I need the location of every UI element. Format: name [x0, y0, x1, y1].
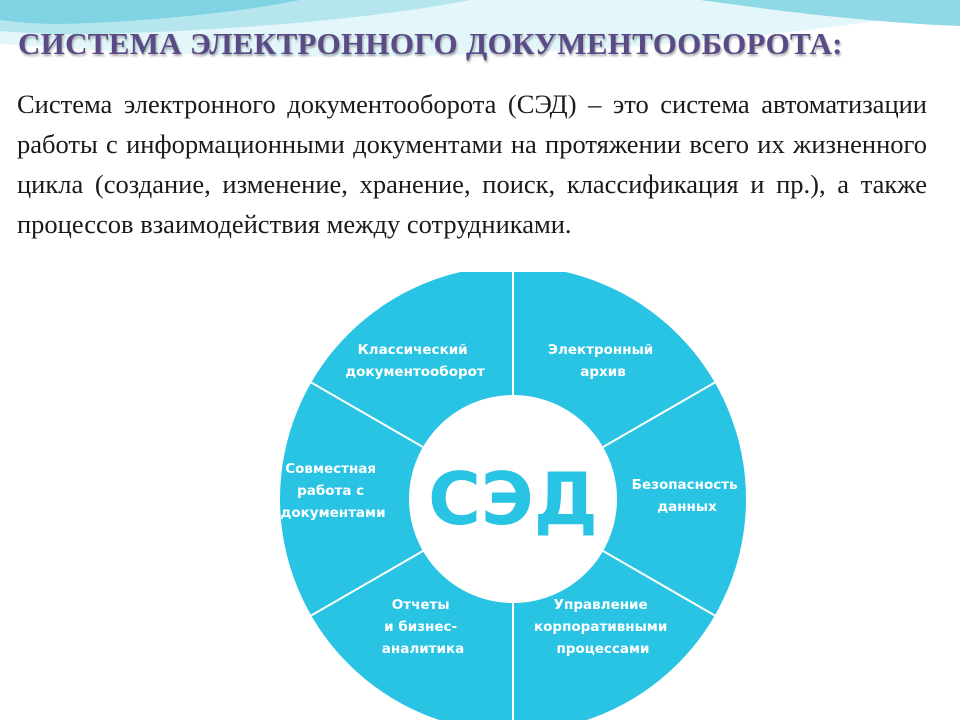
definition-paragraph: Система электронного документооборота (СЭД) – это система автоматизации работы с информационными документами на протяжении всего их жизненного цикла (создание, изменение, хранение, поиск, классификация и пр.), а также процессов взаимодействия между сотрудниками.	[17, 89, 927, 239]
segment-label-line: данных	[657, 499, 717, 515]
segment-label-line: и бизнес-	[384, 619, 458, 635]
segment-label-line: аналитика	[381, 641, 465, 657]
segment-label-line: Управление	[553, 597, 648, 613]
segment-label-line: Безопасность	[631, 477, 738, 493]
slide-title: СИСТЕМА ЭЛЕКТРОННОГО ДОКУМЕНТООБОРОТА:	[18, 26, 843, 61]
segment-label-line: работа с	[297, 483, 365, 499]
segment-label-line: корпоративными	[533, 619, 668, 635]
segment-label-reports-analytics	[382, 597, 464, 657]
segment-label-line: Совместная	[285, 461, 377, 477]
segment-label-line: документами	[280, 505, 386, 521]
segment-label-line: Отчеты	[391, 597, 450, 613]
segment-label-line: документооборот	[345, 364, 485, 380]
ring-diagram	[255, 272, 775, 720]
sed-components-diagram	[255, 272, 775, 720]
segment-label-line: Электронный	[548, 342, 654, 358]
segment-label-line: процессами	[556, 641, 650, 657]
segment-label-line: архив	[580, 364, 626, 380]
segment-label-line: Классический	[357, 342, 468, 358]
center-label: СЭД	[428, 457, 598, 541]
